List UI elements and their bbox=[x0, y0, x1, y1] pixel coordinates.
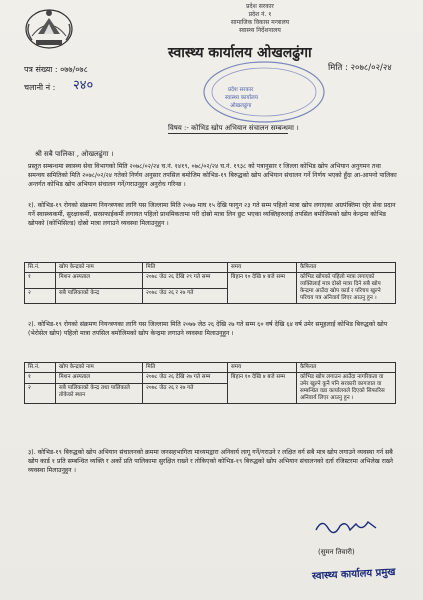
cell: बिहान १० देखि ४ बजे सम्म bbox=[228, 273, 297, 304]
col-time: समय bbox=[228, 363, 297, 373]
cell: २ bbox=[25, 288, 56, 304]
cell: कोभिड खोप लगाउन आउँदा नागरिकता वा उमेर खुल्ने कुनै पनि सरकारी कागजात वा सम्बन्धित वडा कार्यालयले दिएको सिफारिस अनिवार्य लिएर आउनु हुन । bbox=[297, 373, 396, 404]
reference-number: पत्र संख्या : ०७७/०७८ bbox=[24, 65, 88, 74]
table-row bbox=[25, 273, 396, 289]
col-date: मिति bbox=[143, 363, 228, 373]
paragraph-2: २). कोभिड-१९ रोगको संक्रमण नियन्त्रणका लागि यस जिल्लामा मिति २०७७ जेठ २६ देखि २७ गते सम्म ६० वर्ष देखि ६४ वर्ष उमेर समूहलाई कोभिड बिरुद्धको खोप (भेरोसेल खोप) पहिलो मात्रा तपसिल बमोजिमको खोप केन्द्रमा लगाउने व्यवस्था मिलाउनुहुन । bbox=[28, 321, 388, 337]
cell: मिशन अस्पताल bbox=[56, 373, 143, 384]
col-sn: सि.नं. bbox=[25, 263, 56, 273]
col-time: समय bbox=[228, 263, 297, 273]
cell: २०७८ जेठ २६ देखि २७ गते सम्म bbox=[143, 373, 228, 384]
col-remarks: कैफियत bbox=[297, 263, 396, 273]
office-stamp bbox=[200, 52, 328, 124]
col-date: मिति bbox=[143, 263, 228, 273]
handwritten-signature bbox=[312, 516, 382, 538]
cell: सबै पालिकाको केन्द्र bbox=[56, 288, 143, 304]
cell: २ bbox=[25, 384, 56, 404]
dispatch-label: चलानी नं : bbox=[24, 83, 56, 92]
intro-paragraph: प्रस्तुत सम्बन्धमा स्वास्थ्य सेवा विभागको मिति २०७८/०२/२४ च.नं. १४१९, ०७८/०२/२४ च.नं. १९३८ को पत्रानुसार र जिल्ला कोभिड खोप अभियान अनुगमन तथा समन्वय समितिको मिति २०७८/०२/२४ गतेको निर्णय अनुसार तपसिल बमोजिम कोभिड-१९ बिरुद्धको खोप अभियान संचालन गर्ने निर्णय भएको हुँदा आ-आफ्नो पालिका अन्तर्गत कोभिड खोप अभियान संचालन गर्ने/गराउनुहुन अनुरोध गरिन्छ । bbox=[28, 163, 397, 188]
cell: सबै पालिकाको केन्द्र तथा पालिकाले तोकेको स्थान bbox=[56, 384, 143, 404]
paragraph-3: ३). कोभिड-१९ बिरुद्धको खोप अभियान संचालनको क्रममा जनसहभागिता माध्यमद्वारा अनिवार्य लागू गर्ने/गराउने र लक्षित वर्ग सबै मात्र खोप लगाउने व्यवस्था गर्न सबै खोप कार्ड १ प्रति सम्बन्धित व्यक्ति र अर्को प्रति पालिकामा सुरक्षित राख्ने र तोकिएको कोभिड-१९ बिरुद्धको खोप अभियान संचालनको दर्ता रजिस्टरमा अभिलेख राख्ने व्यवस्था मिलाउनुहुन । bbox=[28, 449, 393, 474]
nepal-emblem-icon bbox=[24, 4, 74, 50]
header-line-1: प्रदेश सरकार bbox=[246, 3, 274, 10]
table-header-row bbox=[25, 263, 396, 273]
cell: कोभिड खोपको पहिलो मात्रा लगाएको व्यक्तिलाई मात्र दोस्रो मात्रा दिने सबै खोप केन्द्रमा आउँदा खोप कार्ड र परिचय खुल्ने परिचय पत्र अनिवार्य लिएर आउनु हुन । bbox=[297, 273, 396, 304]
table-2 bbox=[24, 362, 396, 404]
signatory-name: (सुमन तिवारी) bbox=[318, 548, 355, 556]
table-1 bbox=[24, 262, 396, 304]
cell: १ bbox=[25, 373, 56, 384]
addressee: श्री सबै पालिका , ओखलढुंगा । bbox=[35, 150, 114, 158]
stamp-text-2: स्वास्थ्य कार्यालय bbox=[225, 95, 258, 101]
col-center: खोप केन्द्रको नाम bbox=[56, 363, 143, 373]
cell: २०७८ जेठ २६ देखि २९ गते सम्म bbox=[143, 273, 228, 289]
office-title: स्वास्थ्य कार्यालय ओखलढुंगा bbox=[168, 45, 312, 61]
col-center: खोप केन्द्रको नाम bbox=[56, 263, 143, 273]
cell: मिशन अस्पताल bbox=[56, 273, 143, 289]
paragraph-1: १). कोभिड-१९ रोगको संक्रमण नियन्त्रणका लागि यस जिल्लामा मिति २०७७ माघ १५ देखि फागुन २३ गते सम्म पहिलो मात्रा खोप लगाएका अग्रपंक्तिमा रहेर सेवा प्रदान गर्ने स्वास्थ्यकर्मी, सुरक्षाकर्मी, सरसफाईकर्मी लगायत पहिलो प्राथमिकतामा परी दोस्रो मात्रा लिन छुट भएका व्यक्तिहरुलाई तपसिल बमोजिमको खोप केन्द्रमा कोभिड खोपको (कोभिसिल्ड) दोस्रो मात्रा लगाउने व्यवस्था मिलाउनुहुन । bbox=[28, 202, 396, 227]
dispatch-number: २४० bbox=[73, 78, 94, 93]
header-line-3: सामाजिक विकास मन्त्रालय bbox=[230, 19, 290, 26]
stamp-text-3: ओखलढुंगा bbox=[230, 103, 252, 109]
col-remarks: कैफियत bbox=[297, 363, 396, 373]
header-line-4: स्वास्थ्य निर्देशनालय bbox=[239, 27, 281, 34]
col-sn: सि.नं. bbox=[25, 363, 56, 373]
subject-line: विषय :- कोभिड खोप अभियान संचालन सम्बन्धमा । bbox=[168, 124, 299, 132]
cell: २०७८ जेठ २६ र २७ गते bbox=[143, 384, 228, 404]
cell: १ bbox=[25, 273, 56, 289]
letter-date: मिति : २०७८/०२/२४ bbox=[328, 63, 392, 73]
cell: बिहान १० देखि ४ बजे सम्म bbox=[228, 373, 297, 404]
subject-underline bbox=[168, 133, 288, 134]
table-row bbox=[25, 373, 396, 384]
table-header-row bbox=[25, 363, 396, 373]
signatory-office: स्वास्थ्य कार्यालय प्रमुख bbox=[311, 566, 396, 583]
stamp-text-1: प्रदेश सरकार bbox=[228, 87, 254, 93]
cell: २०७८ जेठ २६ र २७ गते bbox=[143, 288, 228, 304]
header-line-2: प्रदेश नं. १ bbox=[248, 11, 272, 18]
